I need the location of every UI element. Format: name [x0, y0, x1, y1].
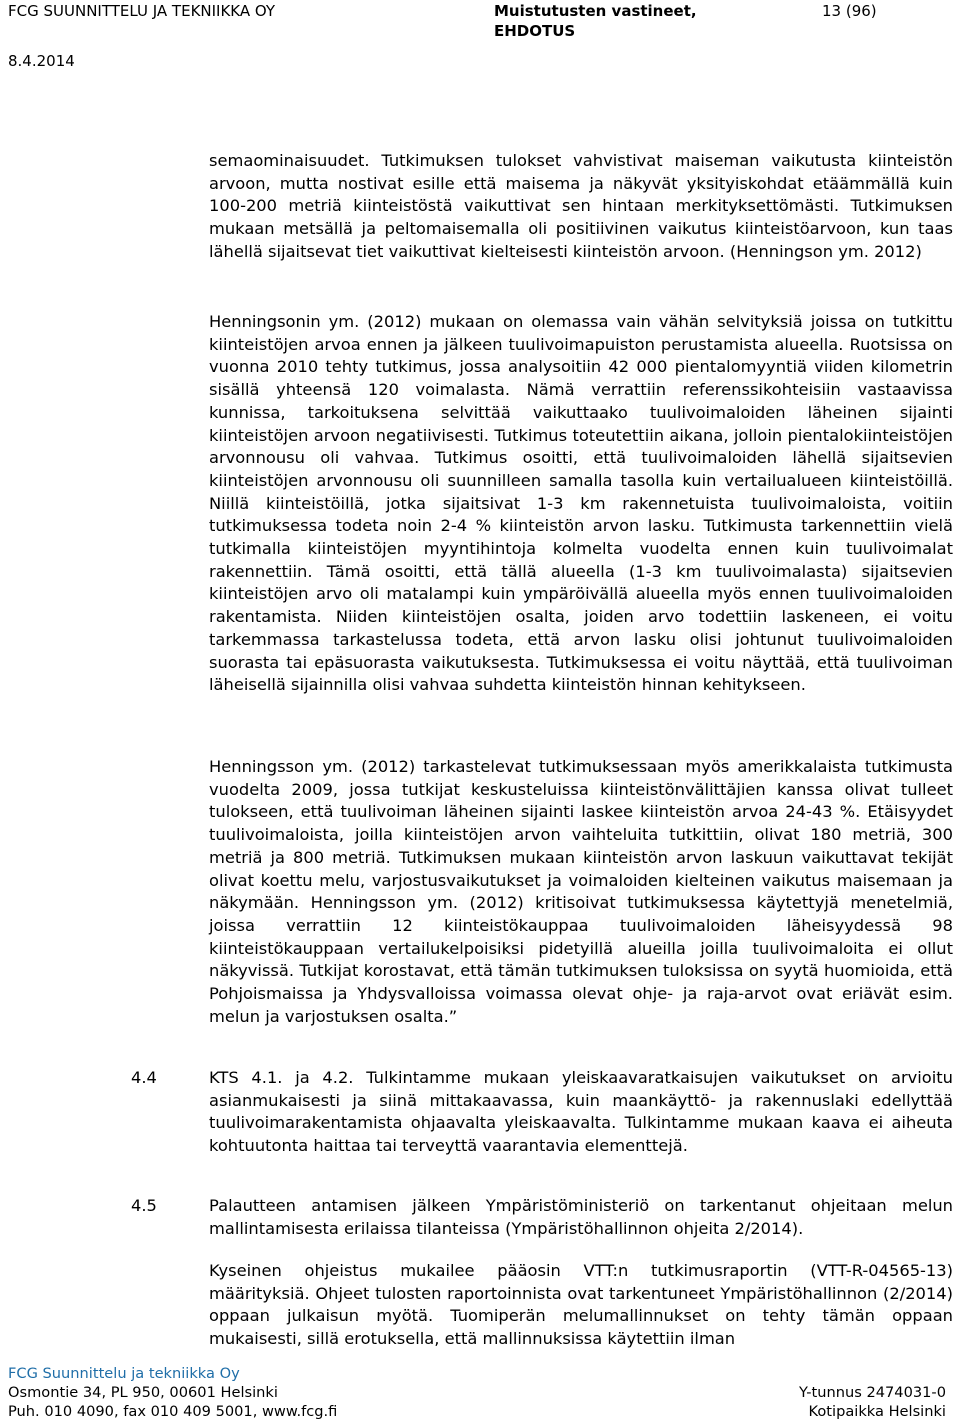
body-section-1 [209, 150, 953, 264]
numbered-item-text: Palautteen antamisen jälkeen Ympäristöministeriö on tarkentanut ohjeitaan melun mallintamisesta erilaissa tilanteissa (Ympäristöhallinnon ohjeita 2/2014). [209, 1196, 953, 1238]
header-org: FCG SUUNNITTELU JA TEKNIIKKA OY [8, 2, 276, 20]
footer-ytunnus: Y-tunnus 2474031-0 [799, 1384, 946, 1401]
paragraph-2: Henningsonin ym. (2012) mukaan on olemassa vain vähän selvityksiä joissa on tutkittu kiinteistöjen arvoa ennen ja jälkeen tuulivoimapuiston perustamista alueella. Ruotsissa on vuonna 2010 tehty tutkimus, jossa analysoitiin 42 000 pientalomyyntiä viiden kilometrin sisällä yhteensä 120 voimalasta. Nämä verrattiin referenssikohteisiin vastaavissa kunnissa, tarkoituksena selvittää vaikuttaako tuulivoimaloiden läheinen sijainti kiinteistöjen arvoon negatiivisesti. Tutkimus toteutettiin aikana, jolloin pientalokiinteistöjen arvonnousu oli vahvaa. Tutkimus osoitti, että tuulivoimaloiden lähellä sijaitsevien kiinteistöjen arvonnousu oli suunnilleen samalla tasolla kuin vertailualueen kiinteistöillä. Niillä kiinteistöillä, jotka sijaitsivat 1-3 km rakennetuista tuulivoimaloista, voitiin tutkimuksessa todeta noin 2-4 % kiinteistön arvon lasku. Tutkimusta tarkennettiin vielä tutkimalla kiinteistöjen myyntihintoja kolmelta vuodelta ennen kuin tuulivoimalat rakennettiin. Tämä osoitti, että tällä alueella (1-3 km tuulivoimalasta) sijaitsevien kiinteistöjen arvo oli matalampi kuin ympäröivällä alueella myös ennen tuulivoimaloiden rakentamista. Niiden kiinteistöjen osalta, joiden arvo todettiin laskeneen, ei voitu tarkemmassa tarkastelussa todeta, että arvon lasku olisi johtunut tuulivoimaloiden suorasta tai epäsuorasta vaikutuksesta. Tutkimuksessa ei voitu näyttää, että tuulivoiman läheisellä sijainnilla olisi vahvaa suhdetta kiinteistön hinnan kehitykseen. [209, 312, 953, 695]
paragraph-3: Henningsson ym. (2012) tarkastelevat tutkimuksessaan myös amerikkalaista tutkimusta vuodelta 2009, jossa tutkijat keskusteluissa kiinteistönvälittäjien kanssa olivat tulleet tulokseen, että tuulivoiman läheinen sijainti laskee kiinteistön arvoa 24-43 %. Etäisyydet tuulivoimaloista, joilla kiinteistöjen arvon vaihteluita tutkittiin, olivat 180 metriä, 300 metriä ja 800 metriä. Tutkimuksen mukaan kiinteistön arvon laskuun vaikuttavat tekijät olivat koettu melu, varjostusvaikutukset ja voimaloiden kielteinen vaikutus maisemaan ja näkymään. Henningsson ym. (2012) kritisoivat tutkimuksessa käytettyjä menetelmiä, joissa verrattiin 12 kiinteistökauppaa tuulivoimaloiden läheisyydessä 98 kiinteistökauppaan vertailukelpoisiksi pidetyillä alueilla joilla tuulivoimaloita ei ollut näkyvissä. Tutkijat korostavat, että tämän tutkimuksen tuloksissa on syytä huomioida, että Pohjoismaissa ja Yhdysvalloissa voimassa olevat ohje- ja raja-arvot ovat eriävät esim. melun ja varjostuksen osalta.” [209, 757, 953, 1026]
numbered-item-number: 4.5 [131, 1196, 157, 1215]
header-title-line2: EHDOTUS [494, 22, 576, 40]
numbered-item-number: 4.4 [131, 1068, 157, 1087]
header-title-line1: Muistutusten vastineet, [494, 2, 697, 20]
numbered-item [131, 1067, 953, 1158]
numbered-item-text: KTS 4.1. ja 4.2. Tulkintamme mukaan yleiskaavaratkaisujen vaikutukset on arvioitu asianmukaisesti ja siinä mittakaavassa, kuin maankäyttö- ja rakennuslaki edellyttää tuulivoimarakentamista ohjaavalta yleiskaavalta. Tulkintamme mukaan kaava ei aiheuta kohtuutonta haittaa tai terveyttä vaarantavia elementtejä. [209, 1068, 953, 1156]
numbered-item [131, 1195, 953, 1240]
paragraph-last: Kyseinen ohjeistus mukailee pääosin VTT:n tutkimusraportin (VTT-R-04565-13) määrityksiä. Ohjeet tulosten raportoinnista ovat tarkentuneet Ympäristöhallinnon (2/2014) oppaan julkaisun myötä. Tuomiperän melumallinnukset on tehty tämän oppaan mukaisesti, sillä erotuksella, että mallinnuksissa käytettiin ilman [209, 1261, 953, 1349]
body-section-2 [209, 311, 953, 697]
footer-address: Osmontie 34, PL 950, 00601 Helsinki [8, 1384, 278, 1401]
footer-domicile: Kotipaikka Helsinki [808, 1403, 946, 1420]
paragraph-1: semaominaisuudet. Tutkimuksen tulokset vahvistivat maiseman vaikutusta kiinteistön arvoon, mutta nostivat esille että maisema ja näkyvät yksityiskohdat etäämmällä kuin 100-200 metriä kiinteistöstä vaikuttivat sen hintaan merkityksettömästi. Tutkimuksen mukaan metsällä ja peltomaisemalla oli positiivinen vaikutus kiinteistöarvoon, kun taas lähellä sijaitsevat tiet vaikuttivat kielteisesti kiinteistön arvoon. (Henningson ym. 2012) [209, 151, 953, 261]
header-date: 8.4.2014 [8, 52, 75, 70]
body-section-4 [209, 1260, 953, 1351]
page-footer [8, 1364, 952, 1421]
body-section-3 [209, 756, 953, 1028]
footer-phone: Puh. 010 4090, fax 010 409 5001, www.fcg.fi [8, 1403, 338, 1420]
footer-company: FCG Suunnittelu ja tekniikka Oy [8, 1365, 240, 1382]
header-title [494, 1, 714, 41]
header-page-number: 13 (96) [822, 2, 877, 20]
